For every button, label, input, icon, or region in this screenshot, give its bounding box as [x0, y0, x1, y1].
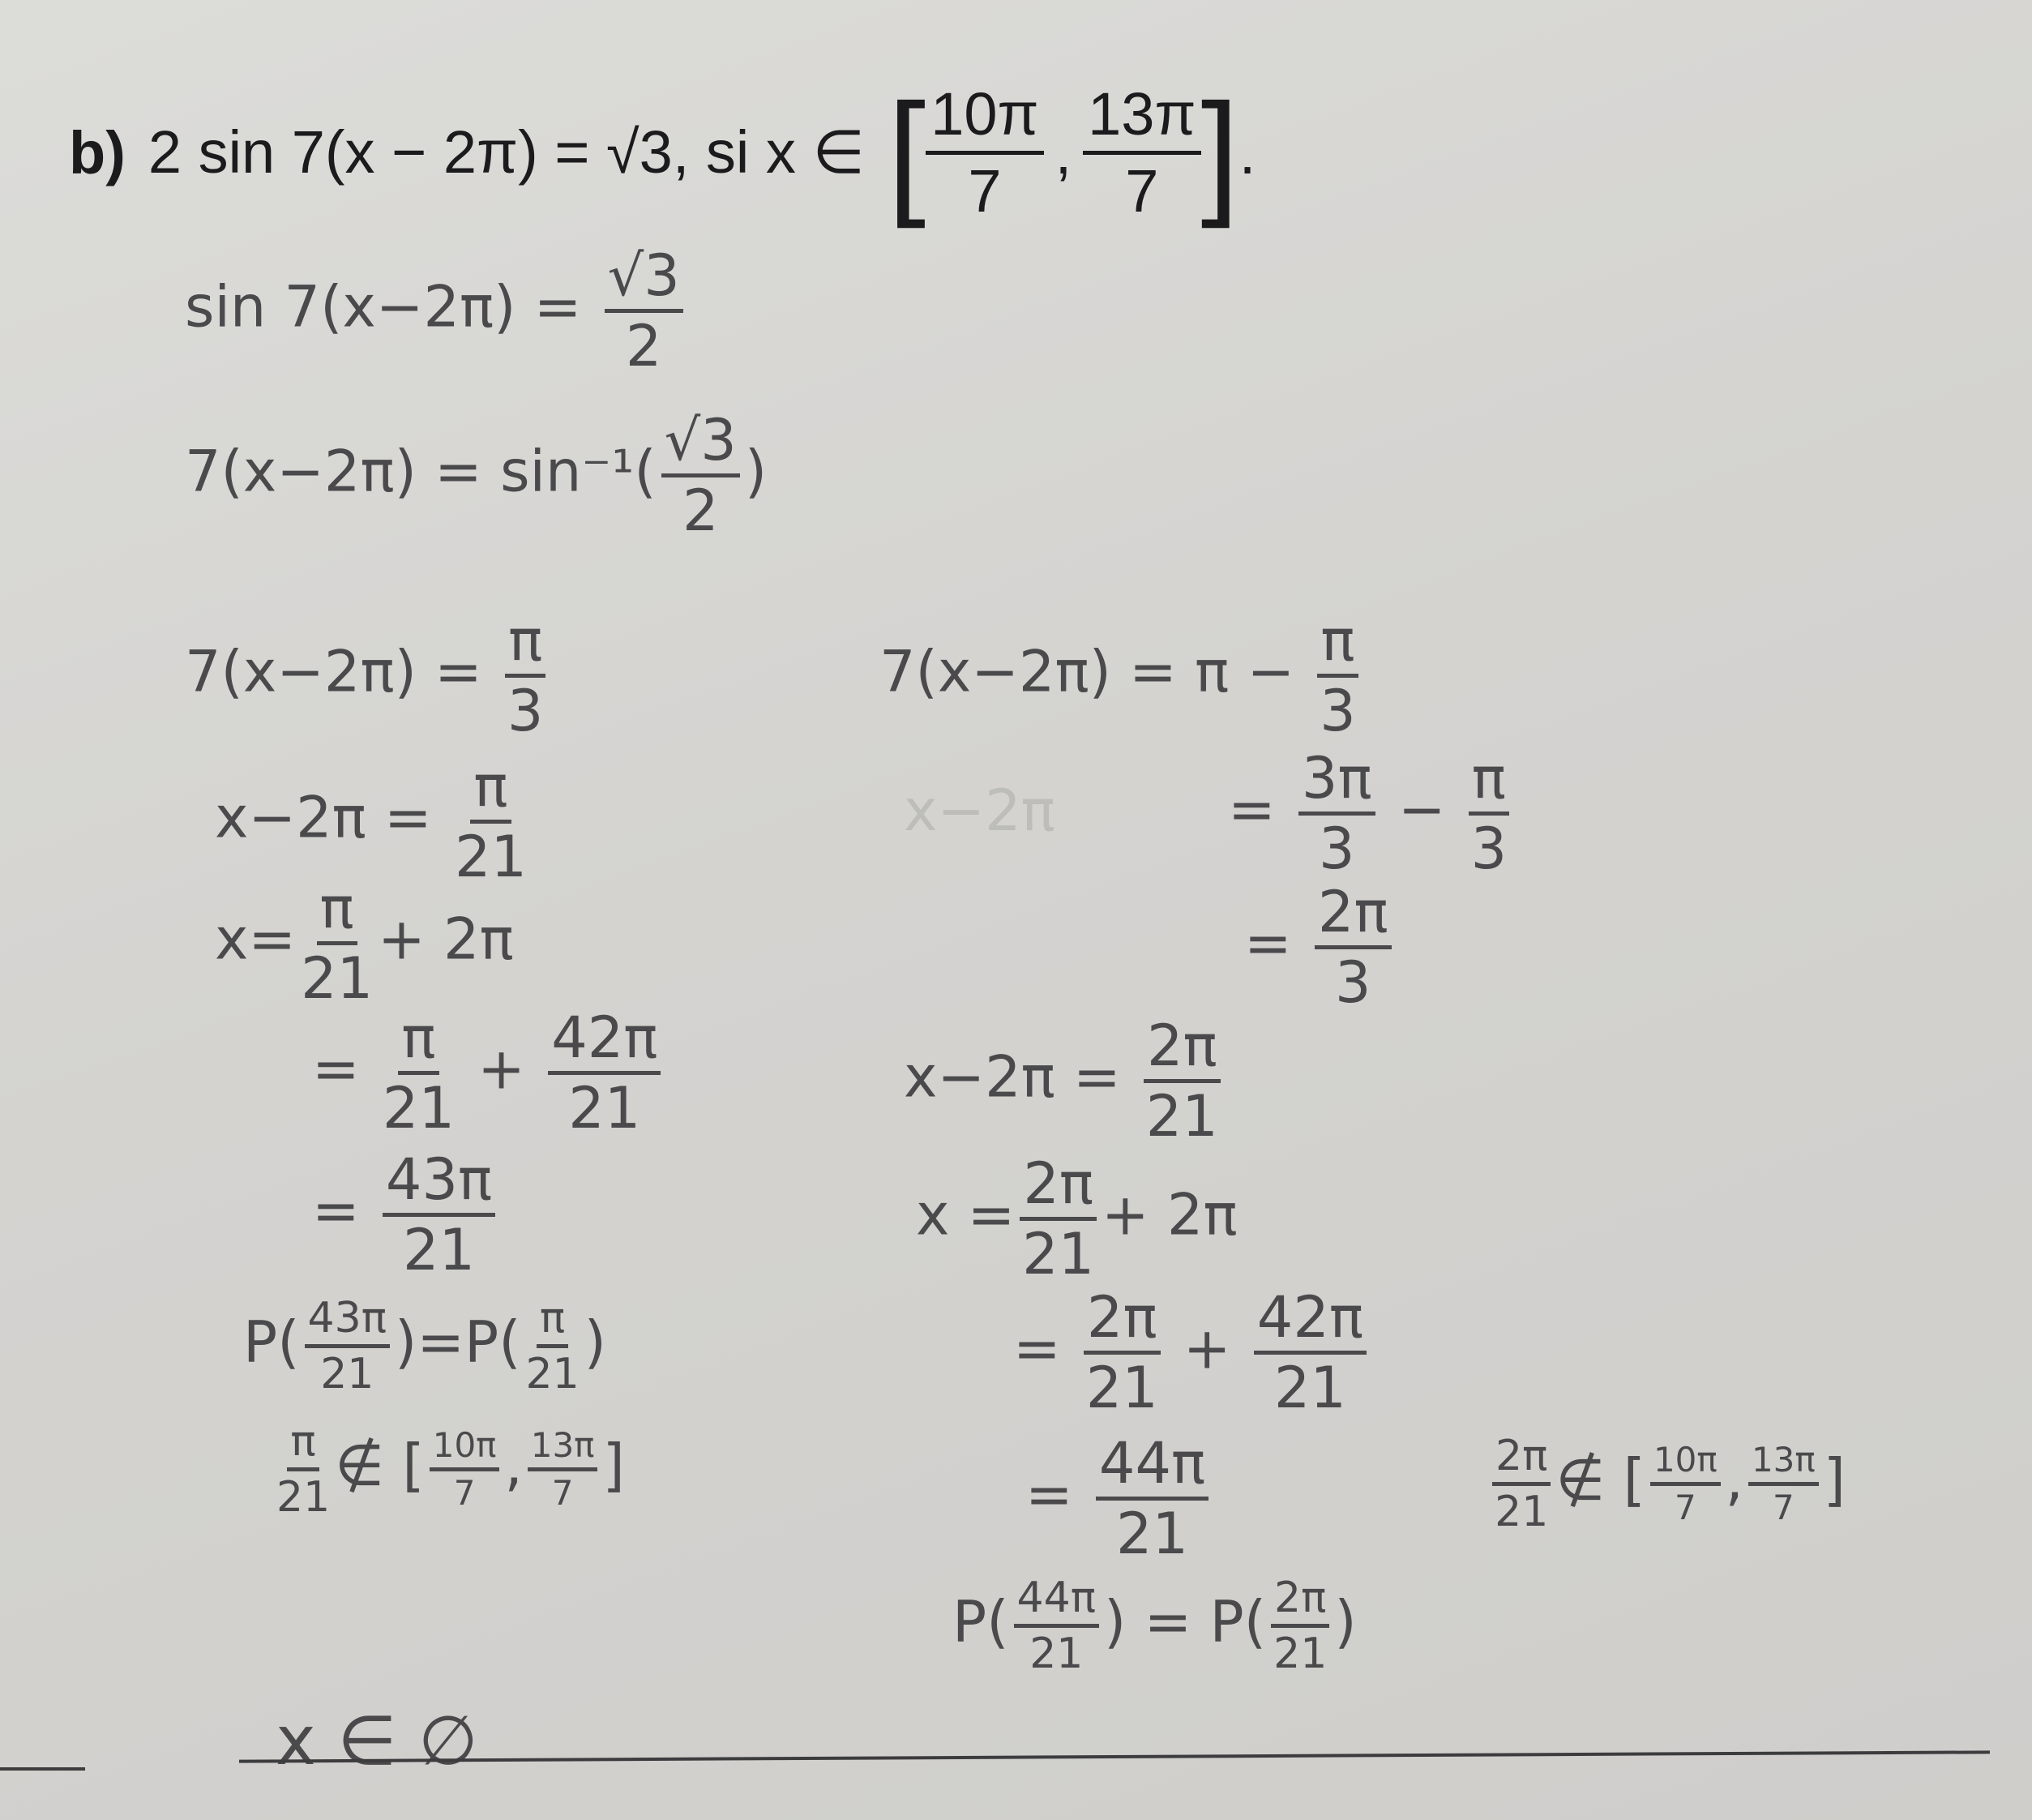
- right-case-exclusion: $\frac{2\pi}{21}$ ∉ [ $\frac{10\pi}{7}$ , $\frac{13\pi}{7}$ ]: [1487, 1435, 1846, 1533]
- right-case-line-7: = $\frac{44\pi}{21}$: [1025, 1435, 1213, 1562]
- left-case-line-6: P( $\frac{43\pi}{21}$ )=P( $\frac{\pi}{21}$ ): [243, 1294, 606, 1398]
- right-case-line-8: P( $\frac{44\pi}{21}$ ) = P( $\frac{2\pi}{21}$ ): [952, 1574, 1357, 1678]
- interval-open-bracket: [: [887, 75, 926, 229]
- interval-close-bracket: ]: [1200, 75, 1239, 229]
- interval-end: $\frac{13\pi}{7}$: [1083, 84, 1200, 221]
- problem-statement: [69, 71, 1256, 233]
- right-case-line-4: x−2π = $\frac{2\pi}{21}$: [904, 1017, 1226, 1145]
- answer-rule: [239, 1750, 1990, 1762]
- problem-label: b): [69, 118, 126, 186]
- right-case-line-5: x = $\frac{2\pi}{21}$ + 2π: [916, 1150, 1238, 1287]
- step-sin-isolated: sin 7(x−2π) = $\frac{√3}{2}$: [185, 247, 688, 375]
- right-case-faded-erasure: x−2π: [904, 777, 1055, 844]
- right-case-line-6: = $\frac{2\pi}{21}$ + $\frac{42\pi}{21}$: [1013, 1289, 1371, 1416]
- step-arcsin: 7(x−2π) = sin⁻¹( $\frac{√3}{2}$ ): [185, 407, 768, 544]
- left-case-line-4: = $\frac{\pi}{21}$ + $\frac{42\pi}{21}$: [312, 1009, 665, 1137]
- interval-start: $\frac{10\pi}{7}$: [926, 84, 1043, 221]
- interval-comma: ,: [1055, 118, 1072, 186]
- left-case-line-5: = $\frac{43\pi}{21}$: [312, 1151, 500, 1278]
- left-case-line-7: $\frac{\pi}{21}$ ∉ [ $\frac{10\pi}{7}$ , $\frac{13\pi}{7}$ ]: [276, 1417, 625, 1522]
- final-answer: x ∈ ∅: [276, 1701, 478, 1780]
- left-case-line-2: x−2π = $\frac{\pi}{21}$: [215, 753, 528, 890]
- problem-equation: 2 sin 7(x − 2π) = √3, si x ∈: [148, 118, 865, 186]
- left-case-line-1: 7(x−2π) = $\frac{\pi}{3}$: [185, 612, 550, 739]
- right-case-line-2: = $\frac{3\pi}{3}$ − $\frac{\pi}{3}$: [1228, 750, 1514, 877]
- right-case-line-1: 7(x−2π) = π − $\frac{\pi}{3}$: [879, 612, 1363, 739]
- problem-period: .: [1238, 118, 1256, 186]
- right-case-line-3: = $\frac{2\pi}{3}$: [1244, 884, 1397, 1011]
- problem-interval: [887, 75, 1256, 229]
- left-case-line-3: x= $\frac{\pi}{21}$ + 2π: [215, 875, 514, 1012]
- answer-rule-left: [0, 1767, 85, 1771]
